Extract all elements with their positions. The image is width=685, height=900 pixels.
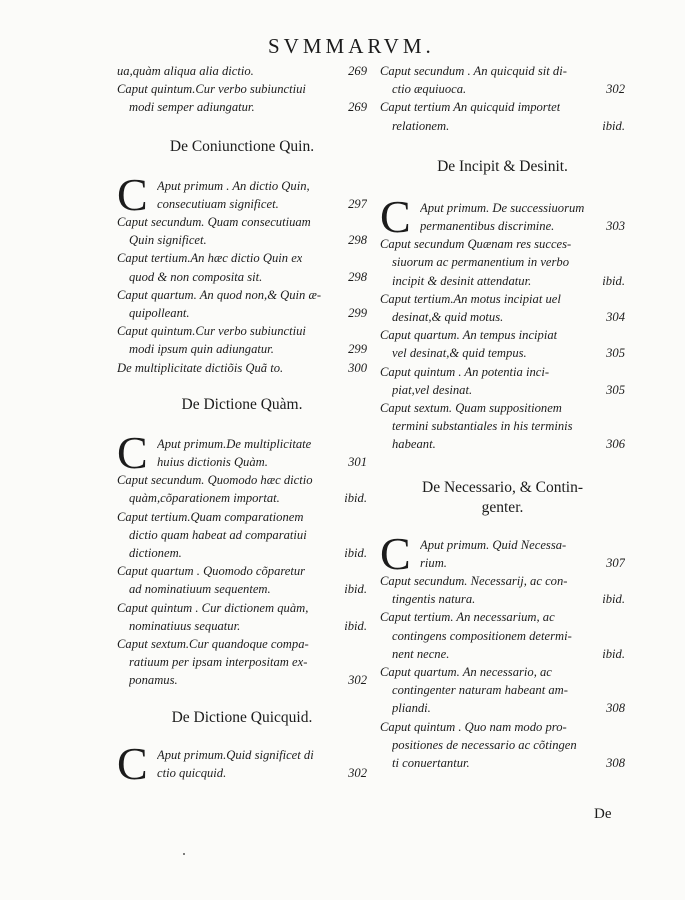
entry-line	[420, 536, 625, 554]
entry-line	[117, 653, 367, 671]
page-number: 299	[348, 342, 367, 357]
entry-line	[380, 98, 625, 116]
entry-line	[117, 286, 367, 304]
entry-text: Caput quartum. An quod non,& Quin æ-	[117, 287, 322, 302]
entry-text: vel desinat,& quid tempus.	[392, 346, 527, 361]
entry-line	[117, 340, 367, 358]
page-number: 308	[606, 701, 625, 716]
entry-line	[380, 235, 625, 253]
section-title-text: De Coniunctione Quin.	[169, 137, 315, 155]
entry-line	[380, 80, 625, 98]
entry-line	[117, 599, 367, 617]
section-title	[117, 395, 367, 415]
entry-text: rium.	[420, 555, 447, 570]
index-entry	[380, 663, 625, 718]
page-number: 307	[606, 555, 625, 570]
entry-line	[380, 572, 625, 590]
entry-line	[117, 268, 367, 286]
entry-text: Caput secundum Quænam res succes-	[380, 237, 572, 252]
entry-line	[380, 627, 625, 645]
page-number: ibid.	[344, 491, 367, 506]
page-number: 302	[606, 82, 625, 97]
index-entry	[117, 746, 367, 782]
entry-line	[420, 199, 625, 217]
entry-line	[117, 617, 367, 635]
section-title	[117, 708, 367, 728]
entry-line	[380, 290, 625, 308]
section-title-text: De Dictione Quàm.	[181, 395, 303, 413]
page-number: 301	[348, 455, 367, 470]
page-number: 302	[348, 765, 367, 780]
entry-text: termini substantiales in his terminis	[392, 419, 573, 434]
entry-line	[420, 217, 625, 235]
section-spacer	[380, 518, 625, 536]
section-title-text: De Incipit & Desinit.	[437, 157, 568, 175]
index-entry	[380, 62, 625, 98]
entry-text: modi semper adiungatur.	[129, 100, 255, 115]
entry-line	[157, 746, 367, 764]
entry-line	[117, 671, 367, 689]
entry-text: Caput tertium.An hæc dictio Quin ex	[117, 251, 303, 266]
index-entry	[117, 508, 367, 563]
index-entry	[380, 536, 625, 572]
index-entry	[380, 399, 625, 454]
entry-line	[380, 590, 625, 608]
entry-line	[117, 213, 367, 231]
entry-line	[117, 508, 367, 526]
entry-line	[117, 471, 367, 489]
index-entry	[117, 322, 367, 358]
page-number: 299	[348, 306, 367, 321]
entry-text: contingenter naturam habeant am-	[392, 683, 568, 698]
section-title	[380, 157, 625, 177]
entry-text: ctio quicquid.	[157, 765, 227, 780]
entry-text: Aput primum.Quid significet di	[157, 747, 314, 762]
section-title	[380, 478, 625, 498]
entry-text: ratiuum per ipsam interpositam ex-	[129, 655, 308, 670]
entry-line	[380, 363, 625, 381]
entry-text: consecutiuam significet.	[157, 196, 279, 211]
index-entry	[117, 562, 367, 598]
left-column	[117, 62, 367, 782]
index-entry	[380, 326, 625, 362]
entry-line	[380, 253, 625, 271]
index-entry	[380, 199, 625, 235]
entry-text: Aput primum. De successiuorum	[420, 200, 585, 215]
entry-text: incipit & desinit attendatur.	[392, 273, 532, 288]
page-number: 269	[348, 100, 367, 115]
entry-text: Caput quartum . Quomodo cõparetur	[117, 564, 306, 579]
entry-text: Caput tertium.An motus incipiat uel	[380, 291, 561, 306]
index-entry	[117, 213, 367, 249]
entry-text: ad nominatiuum sequentem.	[129, 582, 271, 597]
page-number: ibid.	[602, 646, 625, 661]
entry-line	[380, 681, 625, 699]
entry-text: piat,vel desinat.	[392, 382, 473, 397]
entry-line	[117, 322, 367, 340]
entry-line	[380, 272, 625, 290]
index-entry	[117, 62, 367, 80]
entry-line	[420, 554, 625, 572]
entry-text: De multiplicitate dictiõis Quã to.	[117, 360, 284, 375]
entry-line	[117, 62, 367, 80]
entry-text: ctio æquiuoca.	[392, 82, 467, 97]
entry-text: Caput tertium An quicquid importet	[380, 100, 561, 115]
entry-text: positiones de necessario ac cõtingen	[392, 737, 577, 752]
entry-text: Caput quintum . Quo nam modo pro-	[380, 719, 567, 734]
entry-text: habeant.	[392, 437, 436, 452]
entry-text: siuorum ac permanentium in verbo	[392, 255, 569, 270]
entry-text: Caput quartum. An tempus incipiat	[380, 328, 558, 343]
entry-text: Caput secundum. Quam consecutiuam	[117, 215, 311, 230]
index-entry	[380, 718, 625, 773]
entry-text: huius dictionis Quàm.	[157, 455, 268, 470]
entry-text: tingentis natura.	[392, 592, 476, 607]
index-entry	[380, 608, 625, 663]
page-number: 305	[606, 382, 625, 397]
entry-line	[117, 249, 367, 267]
entry-text: Caput quintum . An potentia inci-	[380, 364, 550, 379]
page-number: ibid.	[344, 618, 367, 633]
running-head: SVMMARVM.	[268, 34, 435, 58]
entry-text: modi ipsum quin adiungatur.	[129, 342, 274, 357]
page-number: 297	[348, 196, 367, 211]
section-title-continuation: genter.	[481, 498, 524, 516]
entry-line	[117, 98, 367, 116]
page-number: 305	[606, 346, 625, 361]
entry-line	[117, 635, 367, 653]
entry-line	[117, 526, 367, 544]
paper-speck	[183, 853, 185, 855]
drop-cap: C	[380, 198, 411, 236]
index-entry	[117, 435, 367, 471]
section-spacer	[117, 415, 367, 435]
entry-line	[117, 304, 367, 322]
entry-text: Caput sextum. Quam suppositionem	[380, 401, 562, 416]
page-number: 302	[348, 673, 367, 688]
index-entry	[117, 177, 367, 213]
index-entry	[117, 359, 367, 377]
entry-line	[380, 663, 625, 681]
entry-line	[380, 699, 625, 717]
right-column	[380, 62, 625, 772]
entry-text: Caput quintum . Cur dictionem quàm,	[117, 600, 309, 615]
index-entry	[117, 249, 367, 285]
index-entry	[117, 80, 367, 116]
entry-text: nent necne.	[392, 646, 450, 661]
entry-text: ua,quàm aliqua alia dictio.	[117, 64, 254, 78]
entry-line	[380, 435, 625, 453]
index-entry	[380, 363, 625, 399]
entry-line	[380, 117, 625, 135]
entry-line	[380, 326, 625, 344]
entry-line	[380, 718, 625, 736]
entry-text: Caput secundum. Necessarij, ac con-	[380, 574, 568, 589]
entry-line	[157, 195, 367, 213]
entry-line	[117, 80, 367, 98]
entry-line	[380, 62, 625, 80]
entry-line	[380, 754, 625, 772]
entry-text: Caput tertium.Quam comparationem	[117, 509, 304, 524]
page-number: 300	[348, 360, 367, 375]
entry-line	[157, 177, 367, 195]
entry-line	[380, 736, 625, 754]
entry-line	[380, 308, 625, 326]
entry-text: dictio quam habeat ad comparatiui	[129, 527, 307, 542]
section-title-text: De Dictione Quicquid.	[171, 708, 313, 726]
page-number: ibid.	[602, 273, 625, 288]
entry-text: quod & non composita sit.	[129, 269, 263, 284]
entry-text: Caput quintum.Cur verbo subiunctiui	[117, 324, 306, 339]
page-number: 269	[348, 64, 367, 78]
page-number: ibid.	[602, 592, 625, 607]
drop-cap: C	[380, 535, 411, 573]
entry-text: dictionem.	[129, 546, 182, 561]
entry-text: Caput sextum.Cur quandoque compa-	[117, 637, 309, 652]
page-number: ibid.	[344, 546, 367, 561]
page-number: ibid.	[602, 118, 625, 133]
index-entry	[380, 572, 625, 608]
entry-text: quipolleant.	[129, 306, 190, 321]
entry-text: relationem.	[392, 118, 450, 133]
index-entry	[117, 471, 367, 507]
entry-line	[380, 645, 625, 663]
entry-text: Caput tertium. An necessarium, ac	[380, 610, 555, 625]
entry-text: Aput primum . An dictio Quin,	[157, 178, 310, 193]
entry-line	[117, 359, 367, 377]
drop-cap: C	[117, 434, 148, 472]
index-entry	[380, 98, 625, 134]
section-spacer	[117, 157, 367, 177]
entry-text: Caput secundum . An quicquid sit di-	[380, 64, 567, 78]
entry-text: pliandi.	[392, 701, 431, 716]
entry-line	[117, 580, 367, 598]
entry-text: Quin significet.	[129, 233, 207, 248]
entry-text: Aput primum.De multiplicitate	[157, 436, 312, 451]
drop-cap: C	[117, 745, 148, 783]
entry-line	[157, 435, 367, 453]
entry-text: quàm,cõparationem importat.	[129, 491, 280, 506]
page-number: ibid.	[344, 582, 367, 597]
entry-line	[117, 231, 367, 249]
page-number: 298	[348, 269, 367, 284]
drop-cap: C	[117, 176, 148, 214]
entry-line	[117, 562, 367, 580]
entry-line	[117, 489, 367, 507]
entry-line	[380, 381, 625, 399]
section-spacer	[117, 728, 367, 746]
entry-text: contingens compositionem determi-	[392, 628, 572, 643]
entry-text: Caput quartum. An necessario, ac	[380, 665, 552, 680]
catchword: De	[594, 806, 612, 822]
page-number: 298	[348, 233, 367, 248]
section-title	[117, 137, 367, 157]
section-title-text: De Necessario, & Contin-	[422, 478, 583, 496]
index-entry	[117, 286, 367, 322]
page-number: 304	[606, 310, 625, 325]
entry-line	[380, 399, 625, 417]
entry-text: ponamus.	[129, 673, 178, 688]
entry-text: Caput quintum.Cur verbo subiunctiui	[117, 82, 306, 97]
page-number: 303	[606, 219, 625, 234]
entry-line	[117, 544, 367, 562]
index-entry	[117, 635, 367, 690]
page-number: 308	[606, 756, 625, 771]
entry-text: desinat,& quid motus.	[392, 310, 504, 325]
index-entry	[117, 599, 367, 635]
entry-text: Aput primum. Quid Necessa-	[420, 537, 567, 552]
entry-text: permanentibus discrimine.	[420, 219, 555, 234]
entry-line	[380, 417, 625, 435]
entry-line	[380, 608, 625, 626]
entry-line	[157, 453, 367, 471]
entry-text: nominatiuus sequatur.	[129, 618, 241, 633]
entry-line	[380, 344, 625, 362]
entry-text: ti conuertantur.	[392, 756, 470, 771]
page-number: 306	[606, 437, 625, 452]
section-spacer	[380, 177, 625, 199]
index-entry	[380, 290, 625, 326]
entry-text: Caput secundum. Quomodo hæc dictio	[117, 473, 313, 488]
index-entry	[380, 235, 625, 290]
entry-line	[157, 764, 367, 782]
